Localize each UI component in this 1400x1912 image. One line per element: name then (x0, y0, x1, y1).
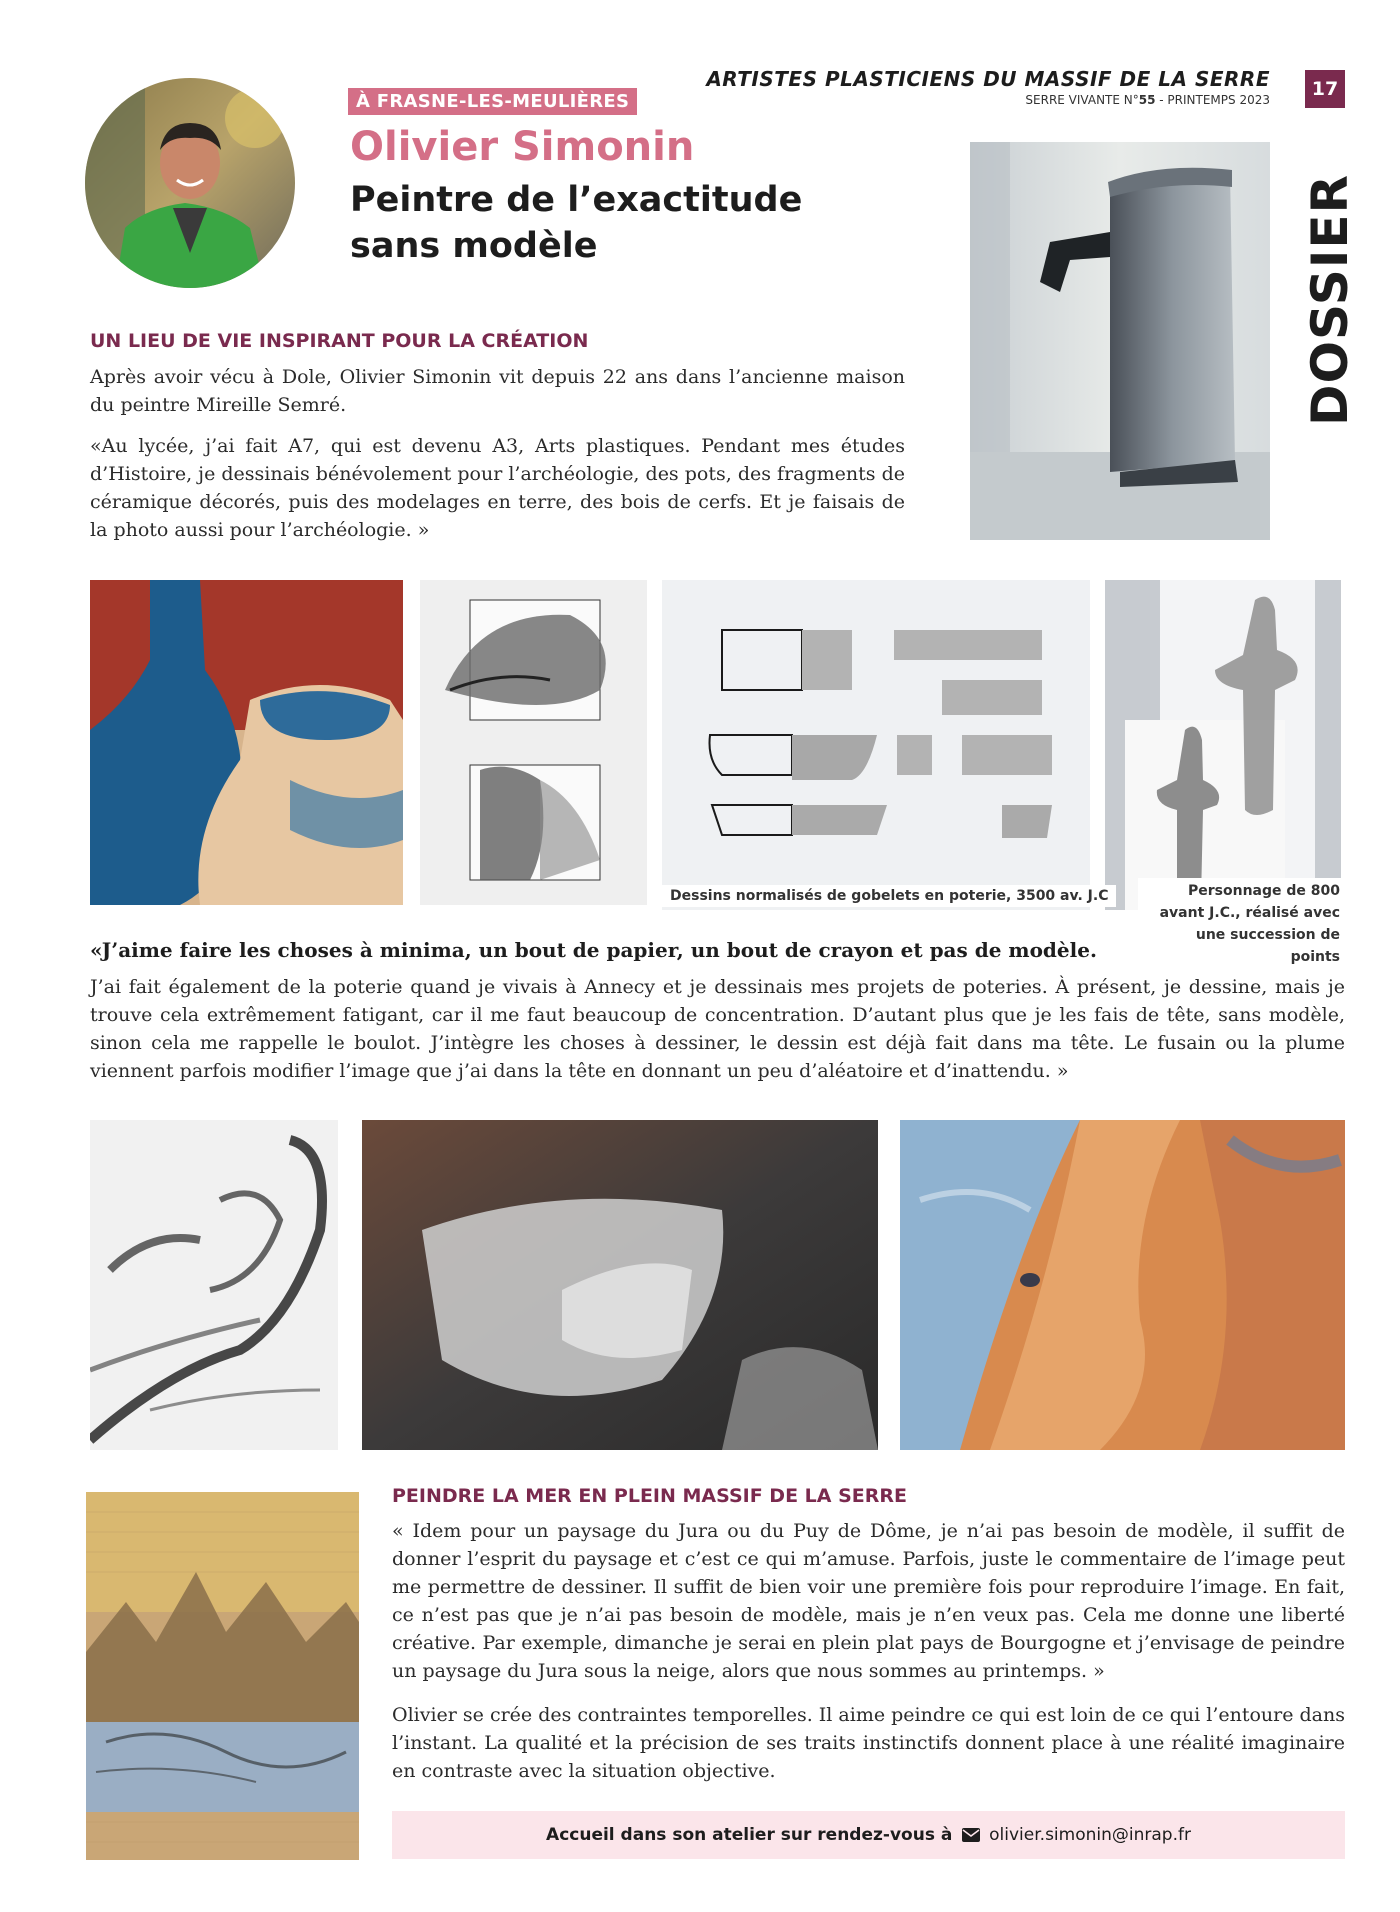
artist-portrait (85, 78, 295, 288)
paragraph: J’ai fait également de la poterie quand je vivais à Annecy et je dessinais mes projets de poteries. À présent, je dessine, mais je trouve cela extrêmement fatigant, car il me faut beaucoup de concentration. D’autant plus que je les fais de tête, sans modèle, sinon cela me rappelle le boulot. J’intègre les choses à dessiner, le dessin est déjà fait dans ma tête. Le fusain ou la plume viennent parfois modifier l’image que j’ai dans la tête en donnant un peu d’aléatoire et d’inattendu. » (90, 976, 1345, 1082)
caption-line: Personnage de 800 (1188, 883, 1340, 899)
section-heading: UN LIEU DE VIE INSPIRANT POUR LA CRÉATION (90, 330, 589, 352)
section-label-text: DOSSIER (1301, 173, 1359, 427)
envelope-icon (958, 1825, 984, 1845)
drawing-mountain-landscape (86, 1492, 359, 1860)
paragraph: Après avoir vécu à Dole, Olivier Simonin vit depuis 22 ans dans l’ancienne maison du peintre Mireille Semré. (90, 366, 905, 416)
running-title: ARTISTES PLASTICIENS DU MASSIF DE LA SERRE (706, 67, 1270, 91)
contact-email[interactable]: olivier.simonin@inrap.fr (989, 1825, 1191, 1845)
drawing-pottery-fragments (662, 580, 1090, 910)
location-tag: À FRASNE-LES-MEULIÈRES (348, 88, 637, 115)
issue-season: - PRINTEMPS 2023 (1155, 93, 1270, 107)
paragraph: Olivier se crée des contraintes temporelles. Il aime peindre ce qui est loin de ce qui l’entoure dans l’instant. La qualité et la précision de ses traits instinctifs donnent place à une réalité imaginaire en contraste avec la situation objective. (392, 1704, 1345, 1782)
section-heading: PEINDRE LA MER EN PLEIN MASSIF DE LA SERRE (392, 1485, 908, 1507)
section-label (1300, 150, 1360, 450)
caption-line: avant J.C., réalisé avec (1159, 905, 1340, 921)
caption-line: une succession de points (1195, 927, 1340, 965)
contact-label: Accueil dans son atelier sur rendez-vous à (546, 1825, 953, 1845)
paragraph: «Au lycée, j’ai fait A7, qui est devenu A3, Arts plastiques. Pendant mes études d’Histoire, je dessinais bénévolement pour l’archéologie, des pots, des fragments de céramique décorés, puis des modelages en terre, des bois de cerfs. Et je faisais de la photo aussi pour l’archéologie. » (90, 435, 905, 541)
contact-bar (392, 1811, 1345, 1859)
drawing-charcoal-figure (362, 1120, 878, 1450)
pull-quote: «J’aime faire les choses à minima, un bout de papier, un bout de crayon et pas de modèle. (90, 938, 1097, 962)
painting-nude-colorful (900, 1120, 1345, 1450)
drawing-figurine (1105, 580, 1341, 910)
painting-blue-vase (90, 580, 403, 905)
drawing-ink-figure (90, 1120, 338, 1450)
paragraph: « Idem pour un paysage du Jura ou du Puy de Dôme, je n’ai pas besoin de modèle, il suffit de donner l’esprit du paysage et c’est ce qui m’amuse. Parfois, juste le commentaire de l’image peut me permettre de dessiner. Il suffit de bien voir une première fois pour reproduire l’image. En fait, ce n’est pas que je n’ai pas besoin de modèle, mais je n’en veux pas. Cela me donne une liberté créative. Par exemple, dimanche je serai en plein plat pays de Bourgogne et j’envisage de peindre un paysage du Jura sous la neige, alors que nous sommes au printemps. » (392, 1520, 1345, 1682)
artist-name: Olivier Simonin (350, 124, 695, 170)
tagline-line: sans modèle (350, 226, 598, 266)
article-tagline (350, 177, 802, 269)
page-number: 17 (1305, 70, 1345, 108)
issue-number: 55 (1138, 93, 1156, 107)
magazine-name: SERRE VIVANTE N° (1025, 93, 1139, 107)
image-caption: Dessins normalisés de gobelets en poterie, 3500 av. J.C (662, 885, 1116, 907)
painting-coffee-pot (970, 142, 1270, 540)
drawing-shell (420, 580, 647, 905)
tagline-line: Peintre de l’exactitude (350, 180, 803, 220)
issue-info (1025, 93, 1270, 107)
